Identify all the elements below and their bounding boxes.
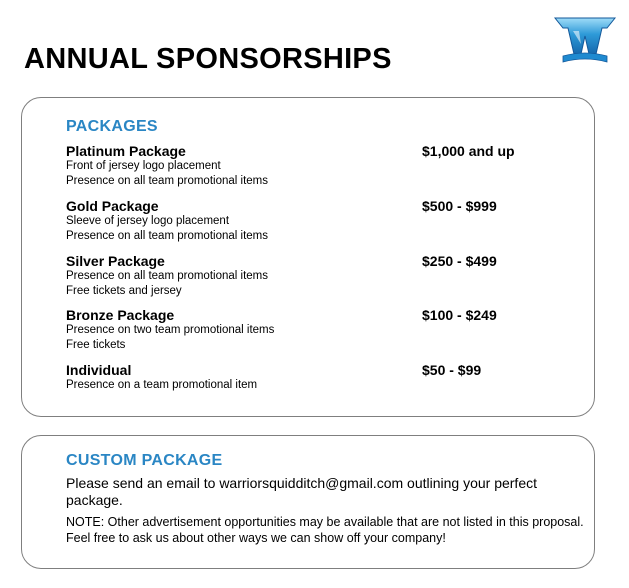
custom-heading: CUSTOM PACKAGE (66, 452, 223, 469)
package-name: Bronze Package (66, 307, 175, 323)
package-name: Gold Package (66, 198, 159, 214)
package-name: Silver Package (66, 253, 165, 269)
package-name: Platinum Package (66, 143, 186, 159)
w-logo-icon (553, 14, 617, 66)
package-feature: Presence on a team promotional item (66, 379, 258, 391)
package-price: $50 - $99 (422, 362, 482, 378)
package-feature: Free tickets (66, 339, 126, 351)
package-feature: Presence on two team promotional items (66, 324, 275, 336)
package-feature: Sleeve of jersey logo placement (66, 215, 230, 227)
page-title: ANNUAL SPONSORSHIPS (24, 43, 392, 75)
package-price: $1,000 and up (422, 143, 515, 159)
packages-heading: PACKAGES (66, 118, 158, 135)
packages-panel (21, 97, 595, 417)
package-feature: Free tickets and jersey (66, 285, 182, 297)
custom-note-text: NOTE: Other advertisement opportunities may be available that are not listed in this proposal. Feel free to ask us about other ways we can show off your company! (66, 515, 584, 545)
package-price: $100 - $249 (422, 307, 497, 323)
package-bronze (66, 307, 566, 353)
package-feature: Presence on all team promotional items (66, 230, 268, 242)
package-price: $250 - $499 (422, 253, 497, 269)
package-individual (66, 362, 566, 393)
custom-body-text: Please send an email to warriorsquidditch@gmail.com outlining your perfect package. (66, 475, 537, 508)
package-silver (66, 253, 566, 299)
package-feature: Presence on all team promotional items (66, 175, 268, 187)
package-gold (66, 198, 566, 244)
custom-package-panel (21, 435, 595, 569)
package-name: Individual (66, 362, 132, 378)
package-platinum (66, 143, 566, 189)
package-price: $500 - $999 (422, 198, 497, 214)
package-feature: Presence on all team promotional items (66, 270, 268, 282)
package-feature: Front of jersey logo placement (66, 160, 221, 172)
